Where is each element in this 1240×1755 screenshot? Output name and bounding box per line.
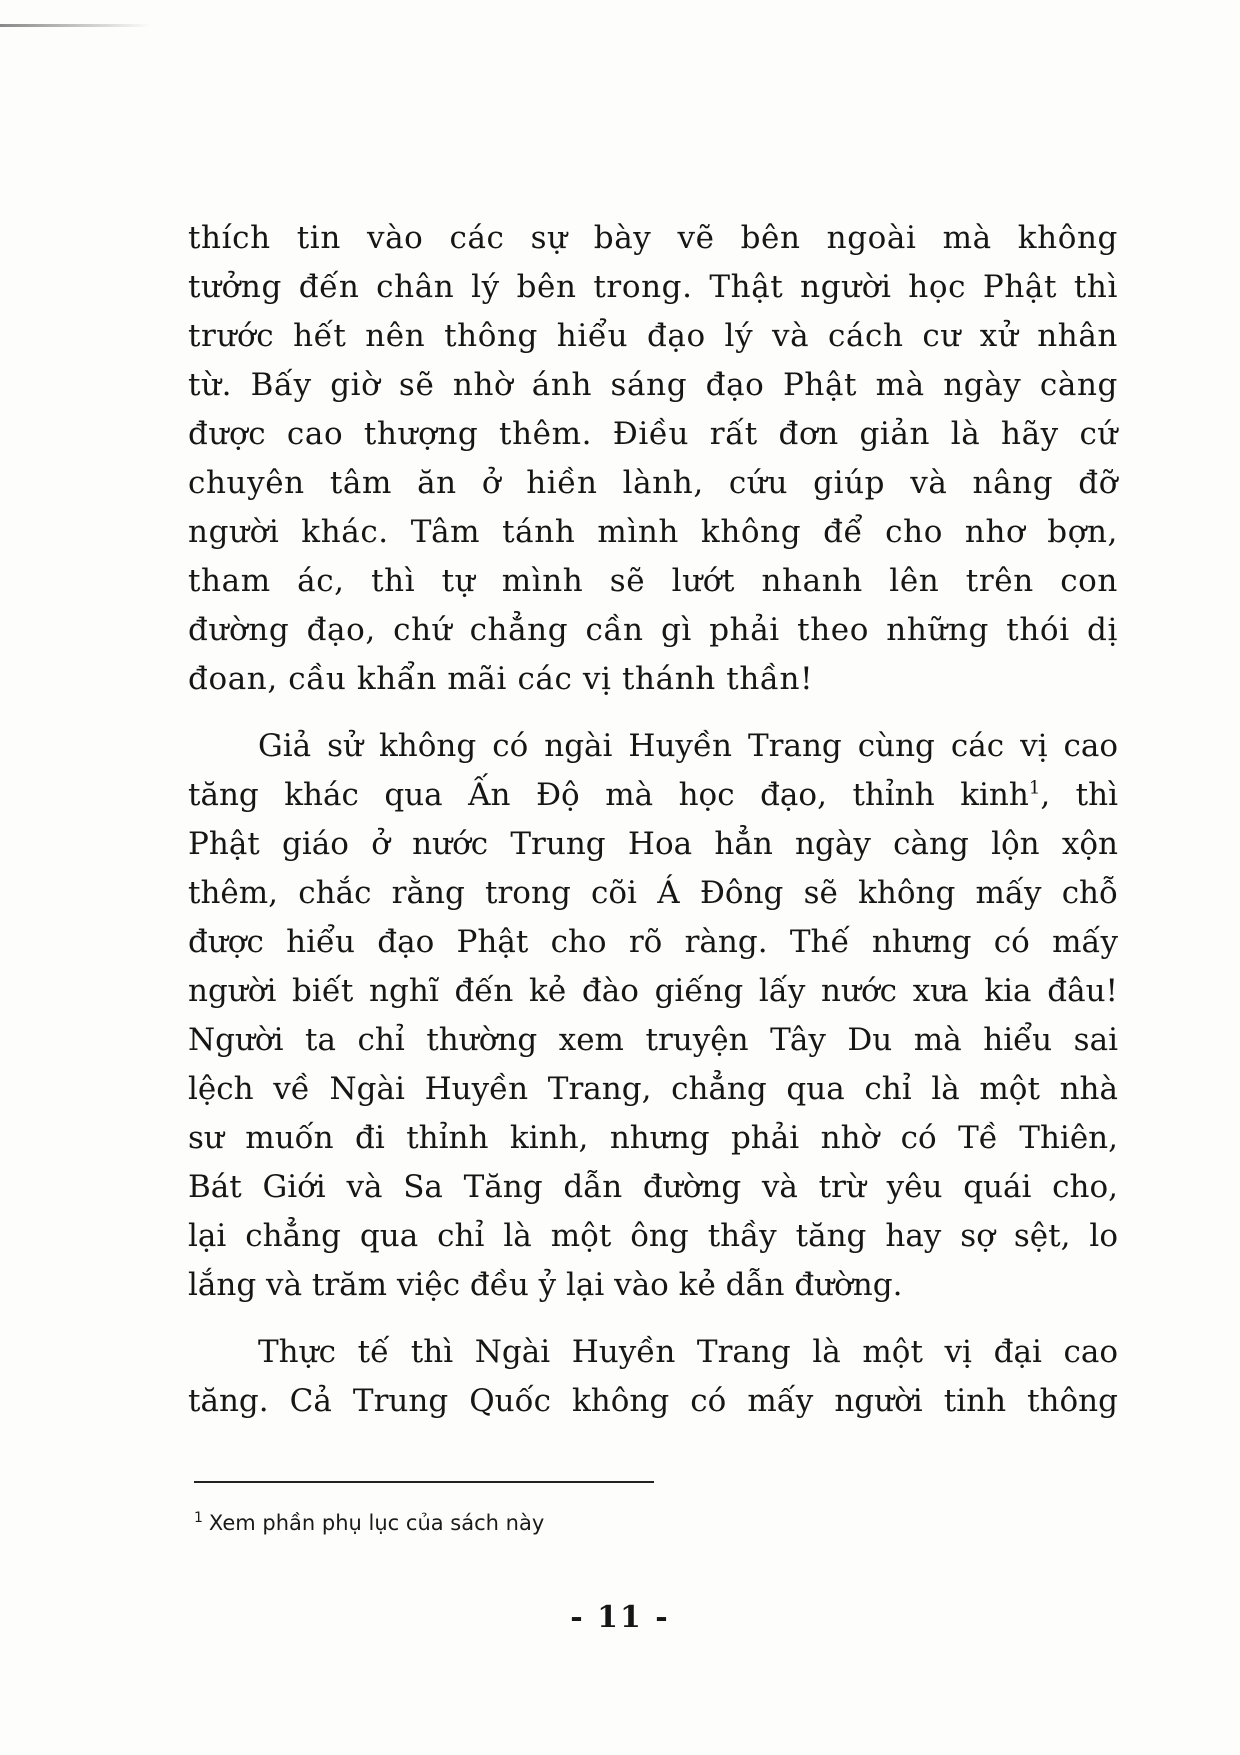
body-text (188, 214, 1118, 1426)
footnote-divider (194, 1481, 654, 1483)
text-line: lắng và trăm việc đều ỷ lại vào kẻ dẫn đường. (188, 1267, 903, 1303)
text-line: sư muốn đi thỉnh kinh, nhưng phải nhờ có Tề Thiên, (188, 1120, 1118, 1156)
footnote-reference: 1 (1028, 777, 1041, 799)
text-line: đoan, cầu khẩn mãi các vị thánh thần! (188, 661, 814, 697)
text-line: thích tin vào các sự bày vẽ bên ngoài mà không (188, 220, 1118, 256)
text-line: từ. Bấy giờ sẽ nhờ ánh sáng đạo Phật mà ngày càng (188, 367, 1118, 403)
footnote-mark: 1 (194, 1510, 203, 1526)
text-line: trước hết nên thông hiểu đạo lý và cách cư xử nhân (188, 318, 1118, 354)
text-line-with-footnote (188, 771, 1118, 820)
text-line: được hiểu đạo Phật cho rõ ràng. Thế nhưng có mấy (188, 924, 1118, 960)
paragraph-2 (188, 722, 1118, 1310)
footnote (194, 1510, 544, 1535)
text-line: người biết nghĩ đến kẻ đào giếng lấy nước xưa kia đâu! (188, 973, 1118, 1009)
text-line: người khác. Tâm tánh mình không để cho nhơ bợn, (188, 514, 1118, 550)
scan-artifact (0, 24, 150, 27)
text-line: được cao thượng thêm. Điều rất đơn giản là hãy cứ (188, 416, 1118, 452)
text-line: Người ta chỉ thường xem truyện Tây Du mà hiểu sai (188, 1022, 1118, 1058)
text-line: tưởng đến chân lý bên trong. Thật người học Phật thì (188, 269, 1118, 305)
text-line: thêm, chắc rằng trong cõi Á Đông sẽ không mấy chỗ (188, 875, 1118, 911)
text-line: Bát Giới và Sa Tăng dẫn đường và trừ yêu quái cho, (188, 1169, 1118, 1205)
text-line: Giả sử không có ngài Huyền Trang cùng các vị cao (258, 728, 1118, 764)
paragraph-3 (188, 1328, 1118, 1426)
page-number: - 11 - (570, 1600, 670, 1635)
text-fragment: , thì (1040, 777, 1119, 813)
text-line: đường đạo, chứ chẳng cần gì phải theo những thói dị (188, 612, 1118, 648)
text-line: chuyên tâm ăn ở hiền lành, cứu giúp và nâng đỡ (188, 465, 1118, 501)
text-line: lại chẳng qua chỉ là một ông thầy tăng hay sợ sệt, lo (188, 1218, 1118, 1254)
text-line: Phật giáo ở nước Trung Hoa hẳn ngày càng lộn xộn (188, 826, 1118, 862)
footnote-text: Xem phần phụ lục của sách này (208, 1511, 545, 1535)
paragraph-1 (188, 214, 1118, 704)
text-line: tham ác, thì tự mình sẽ lướt nhanh lên trên con (188, 563, 1118, 599)
text-line: tăng. Cả Trung Quốc không có mấy người tinh thông (188, 1383, 1118, 1419)
text-fragment: tăng khác qua Ấn Độ mà học đạo, thỉnh kinh (188, 777, 1029, 813)
text-line: Thực tế thì Ngài Huyền Trang là một vị đại cao (258, 1334, 1118, 1370)
text-line: lệch về Ngài Huyền Trang, chẳng qua chỉ là một nhà (188, 1071, 1118, 1107)
